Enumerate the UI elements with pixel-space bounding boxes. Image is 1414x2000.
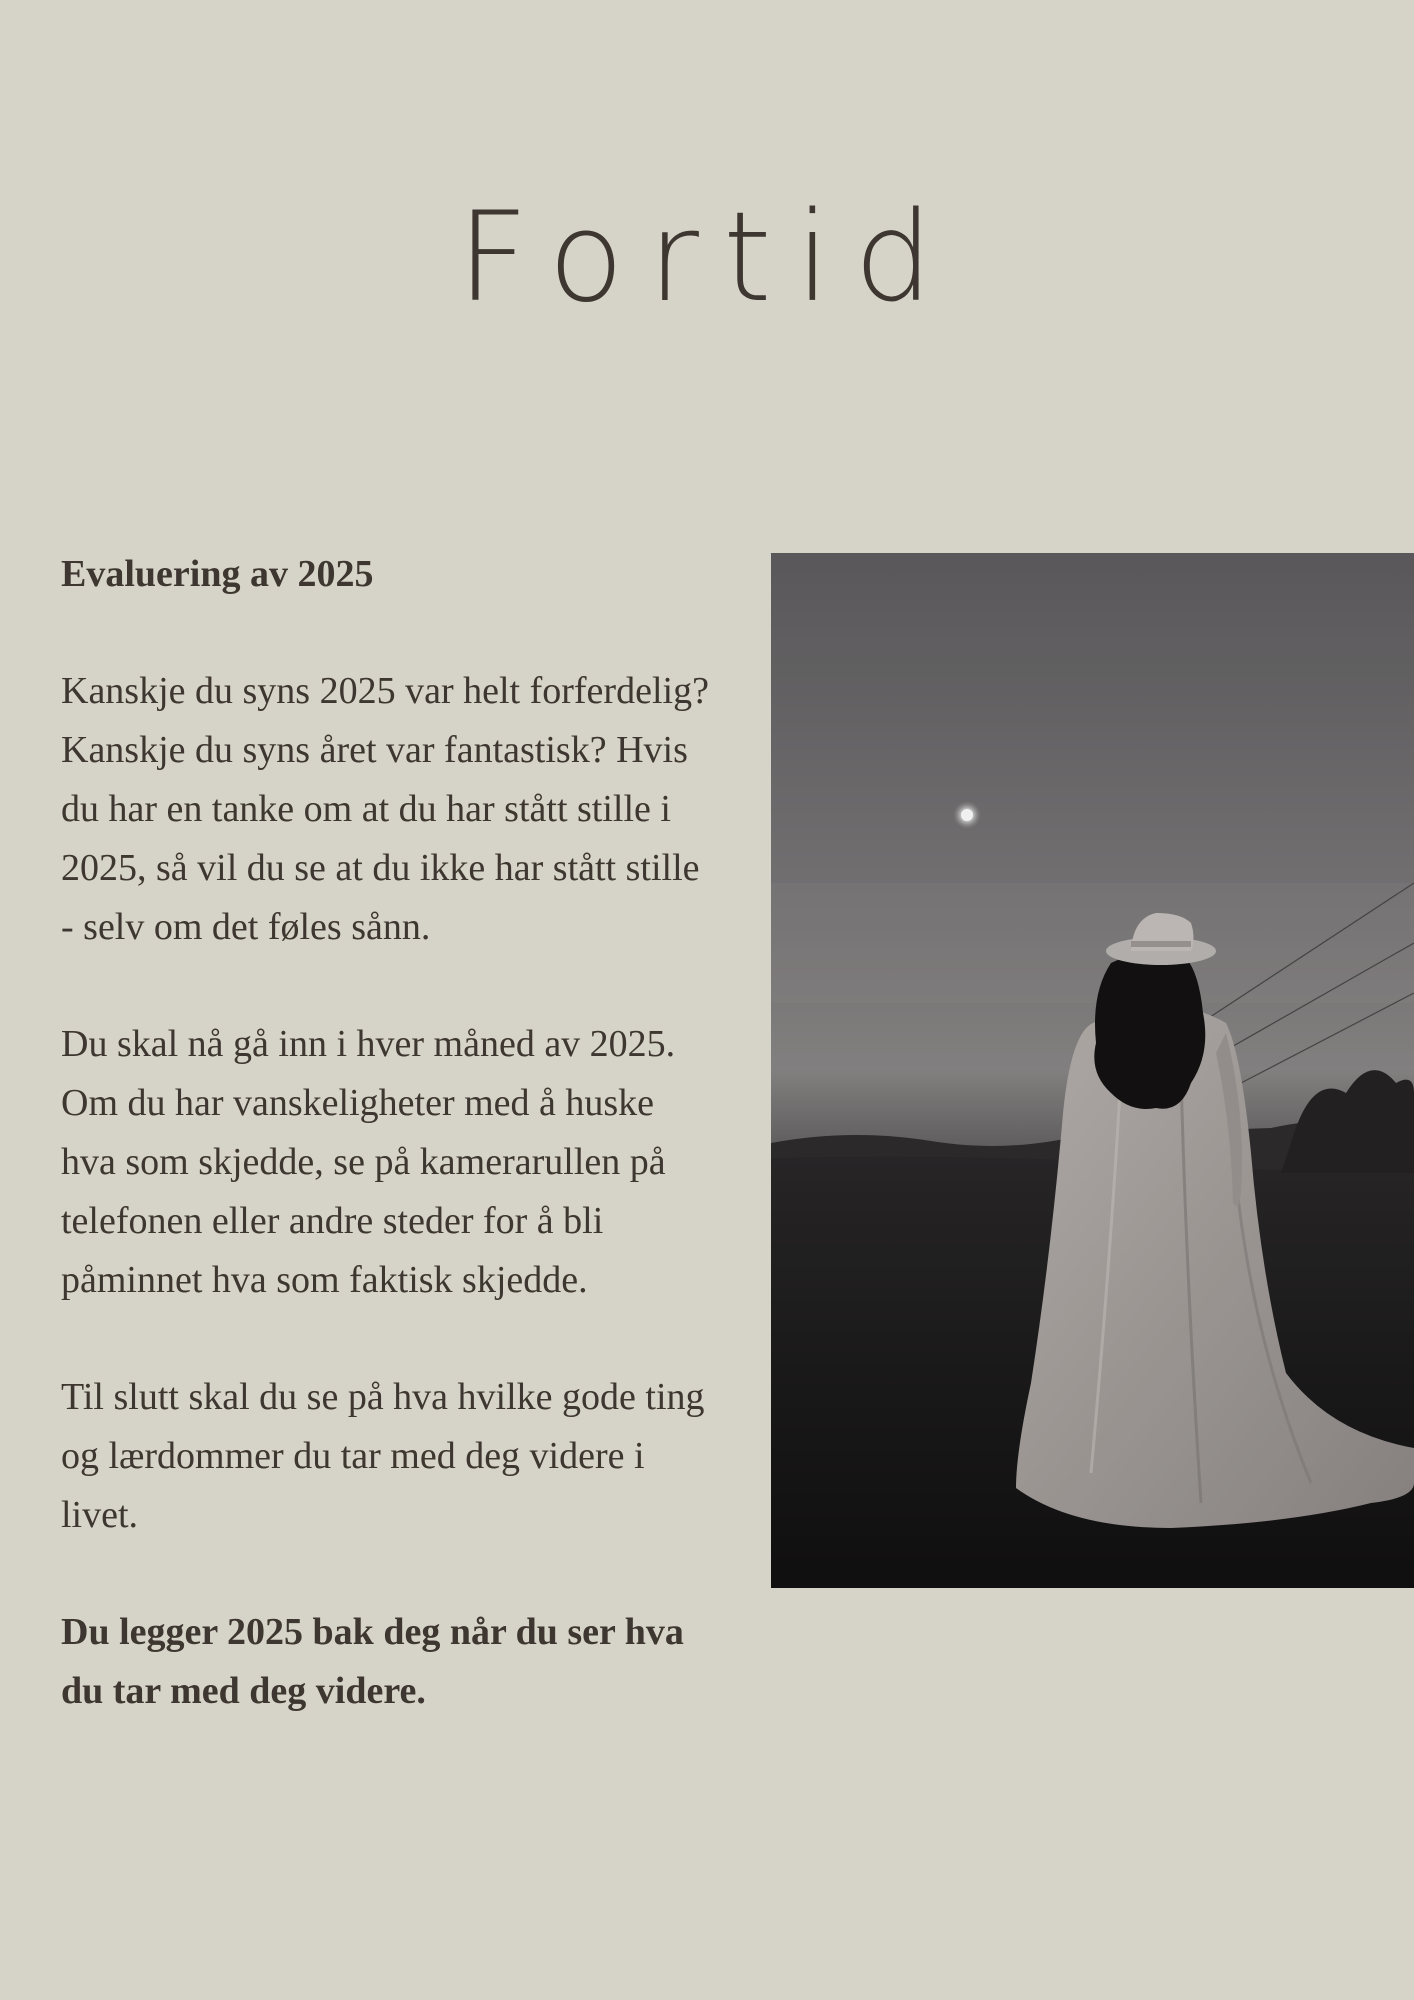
page-title: Fortid [457, 186, 957, 330]
paragraph-lessons: Til slutt skal du se på hva hvilke gode ting og lærdommer du tar med deg videre i livet. [61, 1376, 705, 1536]
photo-illustration [771, 553, 1414, 1588]
text-column [61, 545, 711, 1721]
paragraph-months: Du skal nå gå inn i hver måned av 2025. Om du har vanskeligheter med å huske hva som skjedde, se på kamerarullen på telefonen eller andre steder for å bli påminnet hva som faktisk skjedde. [61, 1023, 676, 1301]
paragraph-intro: Kanskje du syns 2025 var helt forferdelig? Kanskje du syns året var fantastisk? Hvis du har en tanke om at du har stått stille i 2025, så vil du se at du ikke har stått stille - selv om det føles sånn. [61, 670, 709, 948]
section-heading: Evaluering av 2025 [61, 553, 374, 595]
photo-woman-in-field [771, 553, 1414, 1588]
closing-statement: Du legger 2025 bak deg når du ser hva du tar med deg videre. [61, 1611, 684, 1712]
